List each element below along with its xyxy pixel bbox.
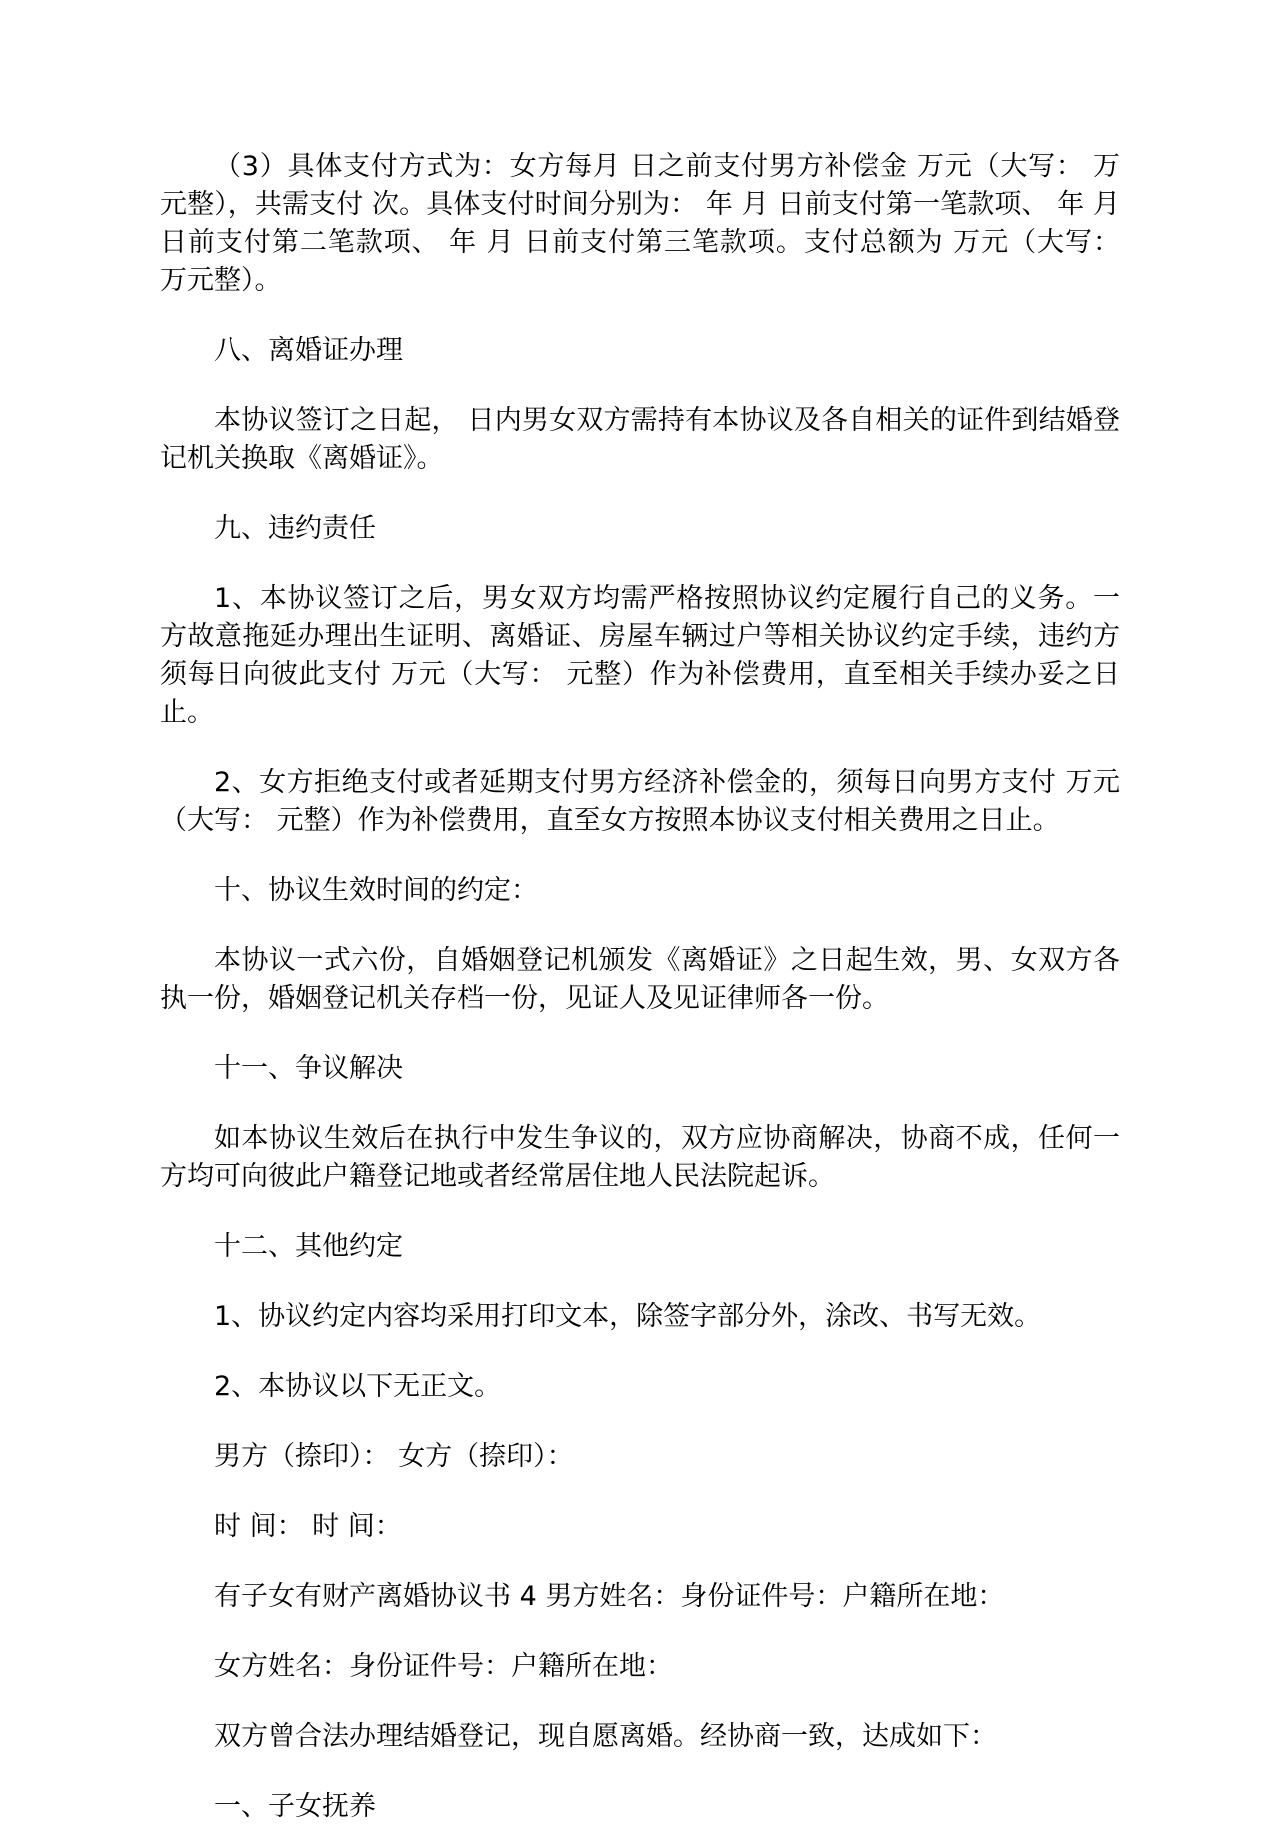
agreement-intro-line: 双方曾合法办理结婚登记，现自愿离婚。经协商一致，达成如下： <box>214 1721 997 1752</box>
divorce-certificate-paragraph: 本协议签订之日起， 日内男女双方需持有本协议及各自相关的证件到结婚登记机关换取《离婚证》。 <box>160 405 1120 474</box>
section-heading-breach-liability: 九、违约责任 <box>214 513 376 544</box>
other-agreement-1: 1、协议约定内容均采用打印文本，除签字部分外，涂改、书写无效。 <box>214 1301 1042 1332</box>
payment-method-paragraph: （3）具体支付方式为：女方每月 日之前支付男方补偿金 万元（大写： 万元整），共需支付 次。具体支付时间分别为： 年 月 日前支付第一笔款项、 年 月 日前支付第二笔款项、 年 月 日前支付第三笔款项。支付总额为 万元（大写： 万元整）。 <box>160 151 1120 296</box>
effective-time-paragraph: 本协议一式六份，自婚姻登记机颁发《离婚证》之日起生效，男、女双方各执一份，婚姻登记机关存档一份，见证人及见证律师各一份。 <box>160 945 1120 1014</box>
breach-clause-1: 1、本协议签订之后，男女双方均需严格按照协议约定履行自己的义务。一方故意拖延办理出生证明、离婚证、房屋车辆过户等相关协议约定手续，违约方须每日向彼此支付 万元（大写： 元整）作为补偿费用，直至相关手续办妥之日止。 <box>160 583 1120 728</box>
dispute-resolution-paragraph: 如本协议生效后在执行中发生争议的，双方应协商解决，协商不成，任何一方均可向彼此户籍登记地或者经常居住地人民法院起诉。 <box>160 1123 1120 1192</box>
section-heading-divorce-certificate: 八、离婚证办理 <box>214 335 403 366</box>
male-party-info-line: 有子女有财产离婚协议书 4 男方姓名：身份证件号：户籍所在地： <box>214 1581 1005 1612</box>
section-heading-child-custody: 一、子女抚养 <box>214 1791 376 1822</box>
section-heading-effective-time: 十、协议生效时间的约定： <box>214 875 538 906</box>
section-heading-dispute-resolution: 十一、争议解决 <box>214 1053 403 1084</box>
other-agreement-2: 2、本协议以下无正文。 <box>214 1371 502 1402</box>
signature-line: 男方（捺印）： 女方（捺印）： <box>214 1441 574 1472</box>
female-party-info-line: 女方姓名：身份证件号：户籍所在地： <box>214 1651 673 1682</box>
document-body <box>160 148 1120 1826</box>
breach-clause-2: 2、女方拒绝支付或者延期支付男方经济补偿金的，须每日向男方支付 万元（大写： 元整）作为补偿费用，直至女方按照本协议支付相关费用之日止。 <box>160 767 1120 836</box>
date-line: 时 间： 时 间： <box>214 1511 402 1542</box>
section-heading-other-agreements: 十二、其他约定 <box>214 1231 403 1262</box>
